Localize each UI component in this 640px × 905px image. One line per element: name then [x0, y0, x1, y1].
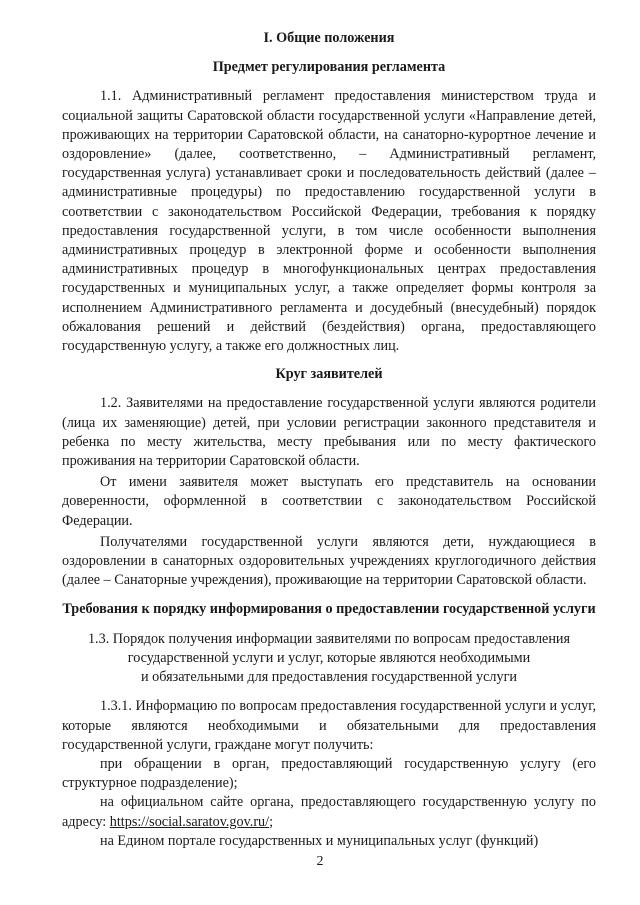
website-text-end: ; [269, 813, 274, 830]
website-link[interactable]: https://social.saratov.gov.ru/ [109, 813, 270, 830]
website-text: на официальном сайте органа, предоставляющего государственную услугу по адресу: [62, 794, 596, 830]
subsection-title-applicants: Круг заявителей [275, 366, 383, 383]
paragraph-1-3-heading [62, 630, 596, 688]
paragraph-recipients: Получателями государственной услуги являются дети, нуждающиеся в оздоровлении в санаторных оздоровительных учреждениях круглогодичного действия (далее – Санаторные учреждения), проживающие на территории Саратовской области. [62, 533, 596, 589]
paragraph-1-3-line: государственной услуги и услуг, которые являются необходимыми [127, 649, 531, 666]
paragraph-1-3-1: 1.3.1. Информацию по вопросам предоставления государственной услуги и услуг, которые являются необходимыми и обязательными для предоставления государственной услуги, граждане могут получить: [62, 698, 596, 753]
paragraph-office: при обращении в орган, предоставляющий государственную услугу (его структурное подразделение); [62, 755, 596, 792]
subsection-title-regulation-subject: Предмет регулирования регламента [212, 59, 446, 76]
document-body [62, 29, 596, 851]
paragraph-1-1: 1.1. Административный регламент предоставления министерством труда и социальной защиты Саратовской области государственной услуги «Направление детей, проживающих на территории Саратовской области, на санаторно-курортное лечение и оздоровление» (далее, соответственно, – Административный регламент, государственная услуга) устанавливает сроки и последовательность действий (далее – административные процедуры) по предоставлению государственной услуги в соответствии с законодательством Российской Федерации, требования к порядку предоставления государственной услуги, в том числе особенности выполнения административных процедур в электронной форме и особенности выполнения административных процедур в многофункциональных центрах предоставления государственных и муниципальных услуг, а также определяет формы контроля за исполнением Административного регламента и досудебный (внесудебный) порядок обжалования решений и действий (бездействия) органа, предоставляющего государственную услугу, а также его должностных лиц. [62, 88, 596, 355]
paragraph-representative: От имени заявителя может выступать его представитель на основании доверенности, оформленной в соответствии с законодательством Российской Федерации. [62, 474, 596, 529]
section-title: I. Общие положения [263, 30, 395, 46]
paragraph-1-2: 1.2. Заявителями на предоставление государственной услуги являются родители (лица их заменяющие) детей, при условии регистрации законного представителя и ребенка по месту жительства, месту пребывания или по месту фактического проживания на территории Саратовской области. [62, 395, 596, 470]
subsection-title-informing: Требования к порядку информирования о предоставлении государственной услуги [62, 601, 596, 618]
paragraph-portal: на Едином портале государственных и муниципальных услуг (функций) [100, 832, 539, 849]
paragraph-website [62, 793, 596, 831]
page-number: 2 [316, 854, 324, 869]
paragraph-1-3-line: 1.3. Порядок получения информации заявителями по вопросам предоставления [87, 630, 571, 647]
paragraph-1-3-line: и обязательными для предоставления государственной услуги [140, 669, 518, 686]
